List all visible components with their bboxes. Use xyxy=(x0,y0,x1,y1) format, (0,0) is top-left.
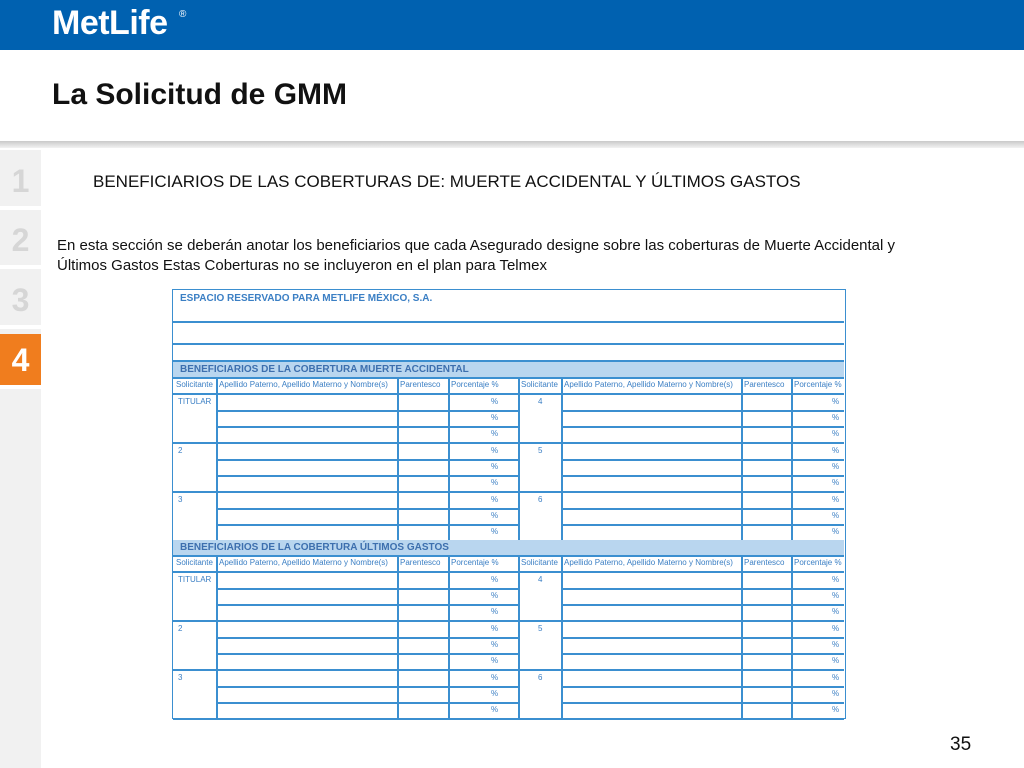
solicitante-label: 2 xyxy=(178,624,183,633)
pct-symbol: % xyxy=(491,575,499,584)
page-title: La Solicitud de GMM xyxy=(52,78,348,111)
pct-symbol: % xyxy=(832,640,840,649)
col-header: Porcentaje % xyxy=(794,558,842,567)
col-header: Porcentaje % xyxy=(451,380,499,389)
pct-symbol: % xyxy=(491,624,499,633)
pct-symbol: % xyxy=(832,689,840,698)
form-rule xyxy=(173,718,518,720)
metlife-logo: MetLife xyxy=(52,4,168,42)
registered-mark: ® xyxy=(179,9,187,20)
form-col-rule xyxy=(216,555,218,719)
col-header: Apellido Paterno, Apellido Materno y Nombre(s) xyxy=(219,558,388,567)
col-header: Apellido Paterno, Apellido Materno y Nombre(s) xyxy=(564,558,733,567)
pct-symbol: % xyxy=(832,527,840,536)
pct-symbol: % xyxy=(491,689,499,698)
pct-symbol: % xyxy=(832,705,840,714)
form-col-rule xyxy=(518,377,520,541)
pct-symbol: % xyxy=(491,640,499,649)
pct-symbol: % xyxy=(491,446,499,455)
col-header: Porcentaje % xyxy=(451,558,499,567)
col-header: Parentesco xyxy=(400,380,441,389)
form-rule xyxy=(173,491,518,493)
form-rule xyxy=(561,524,844,526)
form-rule xyxy=(216,410,518,412)
form-rule xyxy=(173,377,844,379)
form-rule xyxy=(561,588,844,590)
form-rule xyxy=(173,321,844,323)
pct-symbol: % xyxy=(491,705,499,714)
form-rule xyxy=(518,718,844,720)
form-col-rule xyxy=(561,377,563,541)
form-rule xyxy=(216,653,518,655)
pct-symbol: % xyxy=(491,607,499,616)
col-header: Solicitante xyxy=(176,558,213,567)
form-rule xyxy=(173,555,844,557)
col-header: Solicitante xyxy=(176,380,213,389)
pct-symbol: % xyxy=(832,462,840,471)
pct-symbol: % xyxy=(491,591,499,600)
col-header: Apellido Paterno, Apellido Materno y Nombre(s) xyxy=(219,380,388,389)
form-col-rule xyxy=(741,555,743,719)
form-col-rule xyxy=(216,377,218,541)
form-rule xyxy=(518,620,844,622)
form-col-rule xyxy=(448,377,450,541)
header-bar xyxy=(0,0,1024,50)
pct-symbol: % xyxy=(491,429,499,438)
pct-symbol: % xyxy=(491,495,499,504)
form-rule xyxy=(173,669,518,671)
col-header: Porcentaje % xyxy=(794,380,842,389)
form-col-rule xyxy=(791,555,793,719)
form-rule xyxy=(561,410,844,412)
pct-symbol: % xyxy=(832,397,840,406)
form-rule xyxy=(216,588,518,590)
solicitante-label: 2 xyxy=(178,446,183,455)
solicitante-label: 4 xyxy=(538,575,543,584)
section-band-1: BENEFICIARIOS DE LA COBERTURA ÚLTIMOS GASTOS xyxy=(173,540,844,555)
solicitante-label: TITULAR xyxy=(178,397,212,406)
beneficiaries-form xyxy=(172,289,846,719)
form-rule xyxy=(561,653,844,655)
form-rule xyxy=(216,637,518,639)
form-rule xyxy=(173,620,518,622)
form-col-rule xyxy=(518,555,520,719)
title-divider xyxy=(0,141,1024,148)
col-header: Apellido Paterno, Apellido Materno y Nombre(s) xyxy=(564,380,733,389)
step-4[interactable]: 4 xyxy=(0,334,41,389)
pct-symbol: % xyxy=(832,575,840,584)
pct-symbol: % xyxy=(491,462,499,471)
pct-symbol: % xyxy=(491,527,499,536)
form-col-rule xyxy=(448,555,450,719)
form-rule xyxy=(216,686,518,688)
form-rule xyxy=(561,459,844,461)
form-rule xyxy=(561,686,844,688)
description-text: En esta sección se deberán anotar los beneficiarios que cada Asegurado designe sobre las coberturas de Muerte Accidental y Últimos Gastos Estas Coberturas no se incluyeron en el plan para Telmex xyxy=(57,237,896,274)
form-rule xyxy=(518,442,844,444)
step-2[interactable]: 2 xyxy=(0,214,41,269)
form-col-rule xyxy=(561,555,563,719)
pct-symbol: % xyxy=(832,429,840,438)
col-header: Parentesco xyxy=(400,558,441,567)
col-header: Parentesco xyxy=(744,380,785,389)
pct-symbol: % xyxy=(832,624,840,633)
solicitante-label: 6 xyxy=(538,495,543,504)
pct-symbol: % xyxy=(832,495,840,504)
form-rule xyxy=(518,669,844,671)
step-3[interactable]: 3 xyxy=(0,274,41,329)
form-rule xyxy=(216,426,518,428)
form-rule xyxy=(518,491,844,493)
solicitante-label: 5 xyxy=(538,446,543,455)
form-col-rule xyxy=(791,377,793,541)
pct-symbol: % xyxy=(491,397,499,406)
form-rule xyxy=(216,459,518,461)
form-rule xyxy=(216,604,518,606)
pct-symbol: % xyxy=(832,591,840,600)
form-rule xyxy=(561,426,844,428)
col-header: Solicitante xyxy=(521,558,558,567)
form-col-rule xyxy=(397,377,399,541)
form-rule xyxy=(216,508,518,510)
pct-symbol: % xyxy=(832,656,840,665)
solicitante-label: 3 xyxy=(178,673,183,682)
pct-symbol: % xyxy=(832,478,840,487)
pct-symbol: % xyxy=(491,656,499,665)
step-1[interactable]: 1 xyxy=(0,155,41,210)
solicitante-label: 5 xyxy=(538,624,543,633)
section-title: BENEFICIARIOS DE LAS COBERTURAS DE: MUERTE ACCIDENTAL Y ÚLTIMOS GASTOS xyxy=(93,172,801,191)
col-header: Parentesco xyxy=(744,558,785,567)
form-rule xyxy=(561,702,844,704)
pct-symbol: % xyxy=(832,511,840,520)
form-rule xyxy=(216,524,518,526)
form-rule xyxy=(173,393,844,395)
form-rule xyxy=(173,571,844,573)
pct-symbol: % xyxy=(832,446,840,455)
form-rule xyxy=(561,604,844,606)
form-rule xyxy=(216,702,518,704)
page-number: 35 xyxy=(950,734,972,755)
solicitante-label: 6 xyxy=(538,673,543,682)
solicitante-label: 4 xyxy=(538,397,543,406)
form-rule xyxy=(173,343,844,345)
solicitante-label: 3 xyxy=(178,495,183,504)
pct-symbol: % xyxy=(491,673,499,682)
form-col-rule xyxy=(397,555,399,719)
form-col-rule xyxy=(741,377,743,541)
pct-symbol: % xyxy=(491,478,499,487)
pct-symbol: % xyxy=(491,511,499,520)
form-rule xyxy=(173,442,518,444)
solicitante-label: TITULAR xyxy=(178,575,212,584)
form-rule xyxy=(561,637,844,639)
section-band-0: BENEFICIARIOS DE LA COBERTURA MUERTE ACCIDENTAL xyxy=(173,362,844,377)
reserved-title: ESPACIO RESERVADO PARA METLIFE MÉXICO, S.A. xyxy=(180,293,433,304)
form-rule xyxy=(561,508,844,510)
col-header: Solicitante xyxy=(521,380,558,389)
pct-symbol: % xyxy=(832,607,840,616)
pct-symbol: % xyxy=(832,673,840,682)
pct-symbol: % xyxy=(491,413,499,422)
form-rule xyxy=(561,475,844,477)
pct-symbol: % xyxy=(832,413,840,422)
form-rule xyxy=(216,475,518,477)
